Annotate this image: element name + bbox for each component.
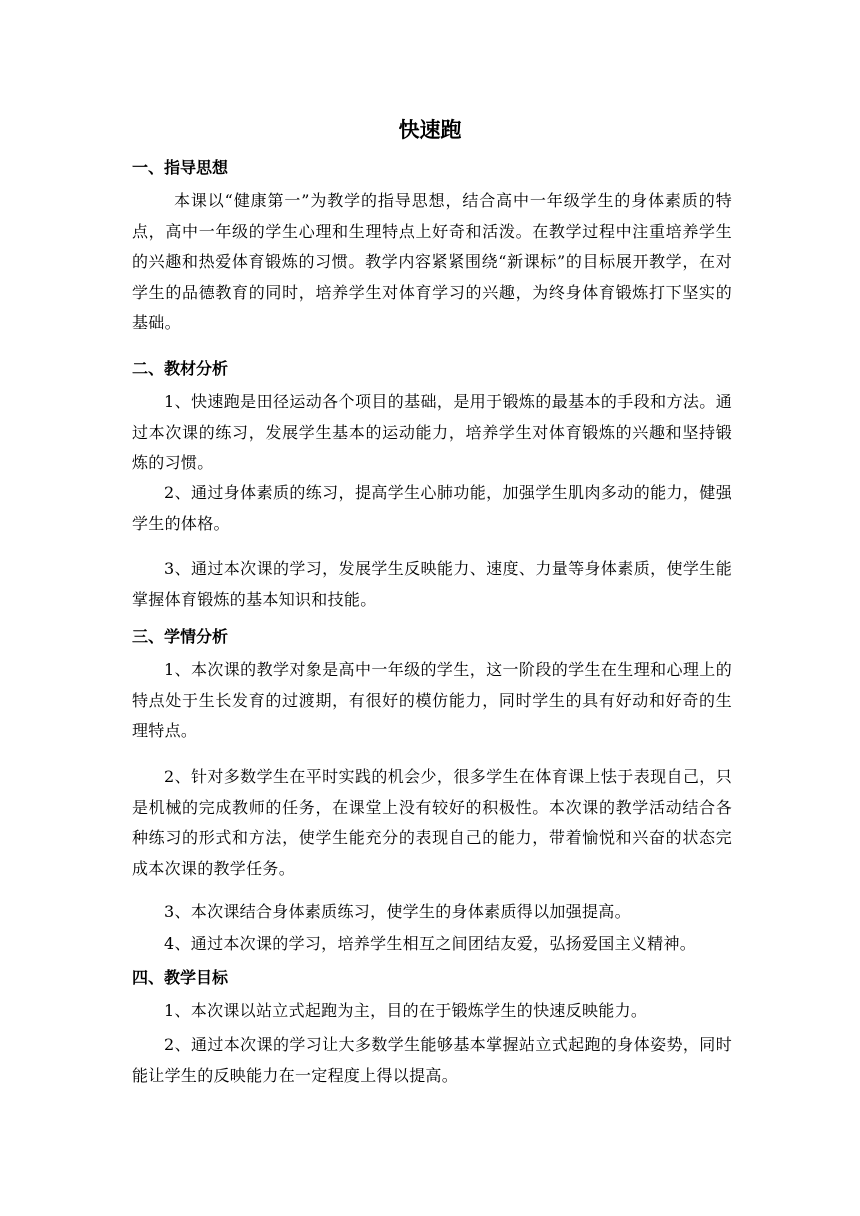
section-heading-student-analysis: 三、学情分析: [132, 627, 229, 646]
section-heading-teaching-goals: 四、教学目标: [132, 968, 229, 987]
paragraph: 2、针对多数学生在平时实践的机会少，很多学生在体育课上怯于表现自己，只是机械的完成教师的任务，在课堂上没有较好的积极性。本次课的教学活动结合各种练习的形式和方法，使学生能充分的表现自己的能力，带着愉悦和兴奋的状态完成本次课的教学任务。: [132, 767, 732, 878]
paragraph: 4、通过本次课的学习，培养学生相互之间团结友爱，弘扬爱国主义精神。: [164, 934, 697, 953]
paragraph: 本课以“健康第一”为教学的指导思想，结合高中一年级学生的身体素质的特点，高中一年级的学生心理和生理特点上好奇和活泼。在教学过程中注重培养学生的兴趣和热爱体育锻炼的习惯。教学内容紧紧围绕“新课标”的目标展开教学，在对学生的品德教育的同时，培养学生对体育学习的兴趣，为终身体育锻炼打下坚实的基础。: [132, 191, 732, 332]
paragraph: 1、快速跑是田径运动各个项目的基础，是用于锻炼的最基本的手段和方法。通过本次课的练习，发展学生基本的运动能力，培养学生对体育锻炼的兴趣和坚持锻炼的习惯。: [132, 392, 732, 472]
document-title: 快速跑: [398, 118, 462, 142]
paragraph: 2、通过身体素质的练习，提高学生心肺功能，加强学生肌肉多动的能力，健强学生的体格。: [132, 483, 732, 533]
paragraph: 2、通过本次课的学习让大多数学生能够基本掌握站立式起跑的身体姿势，同时能让学生的反映能力在一定程度上得以提高。: [132, 1035, 732, 1085]
paragraph: 3、本次课结合身体素质练习，使学生的身体素质得以加强提高。: [164, 902, 631, 921]
paragraph: 3、通过本次课的学习，发展学生反映能力、速度、力量等身体素质，使学生能掌握体育锻炼的基本知识和技能。: [132, 559, 732, 609]
section-heading-guiding-ideology: 一、指导思想: [132, 158, 229, 177]
paragraph: 1、本次课的教学对象是高中一年级的学生，这一阶段的学生在生理和心理上的特点处于生长发育的过渡期，有很好的模仿能力，同时学生的具有好动和好奇的生理特点。: [132, 660, 732, 740]
section-heading-material-analysis: 二、教材分析: [132, 359, 229, 378]
paragraph: 1、本次课以站立式起跑为主，目的在于锻炼学生的快速反映能力。: [164, 1001, 648, 1020]
